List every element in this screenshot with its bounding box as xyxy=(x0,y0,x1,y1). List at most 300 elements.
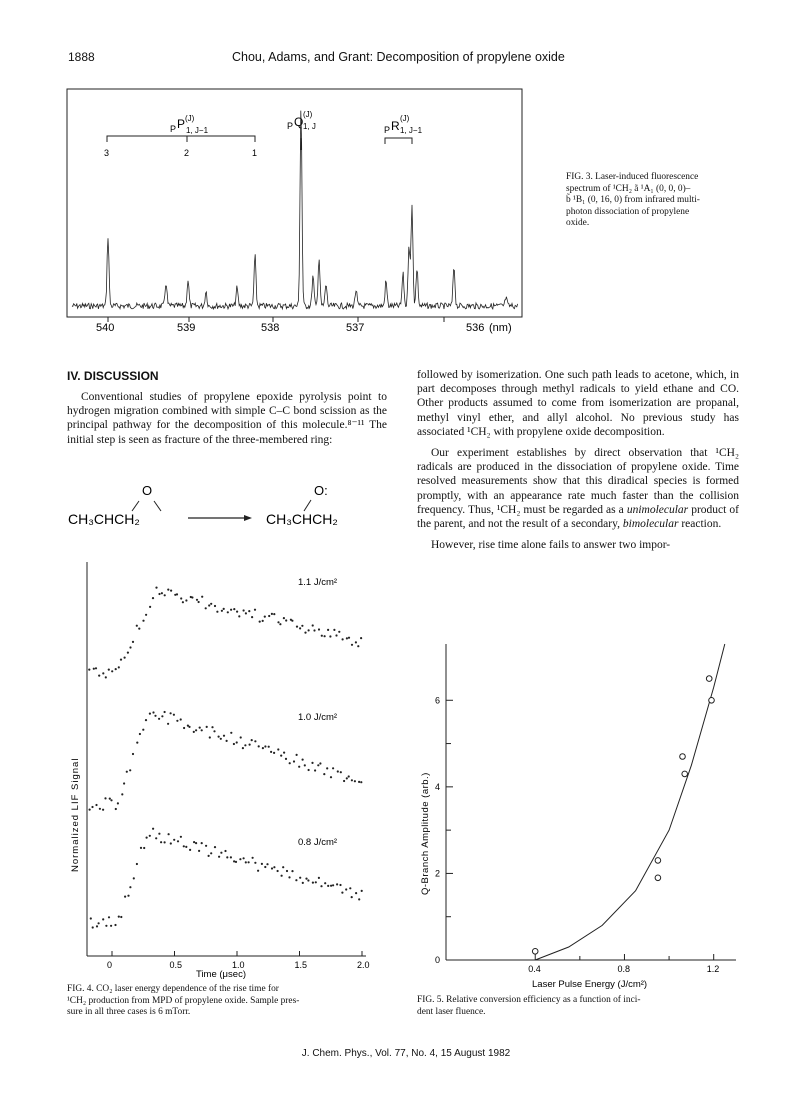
fig4-data-point xyxy=(242,747,244,749)
r-branch-letter: R xyxy=(391,119,400,133)
fig4-data-point xyxy=(132,641,134,643)
fig3-caption-line: b̃ ¹B₁ (0, 16, 0) from infrared multi- xyxy=(566,195,700,206)
fig4-data-point xyxy=(221,610,223,612)
x-label-537: 537 xyxy=(346,322,365,334)
fig4-data-point xyxy=(110,925,112,927)
x-axis-unit: (nm) xyxy=(489,322,512,334)
fig4-data-point xyxy=(357,645,359,647)
q-branch-super: (J) xyxy=(303,110,313,119)
fig4-data-point xyxy=(343,780,345,782)
fig4-data-point xyxy=(257,870,259,872)
fig4-data-points xyxy=(88,587,363,929)
fig4-data-point xyxy=(201,729,203,731)
fig4-data-point xyxy=(323,773,325,775)
fig4-data-point xyxy=(264,745,266,747)
fig4-data-point xyxy=(330,885,332,887)
fig4-data-point xyxy=(199,727,201,729)
fig4-data-point xyxy=(321,635,323,637)
fig5-x-label: Laser Pulse Energy (J/cm²) xyxy=(532,979,648,990)
fig4-data-point xyxy=(285,619,287,621)
fig4-data-point xyxy=(108,916,110,918)
r-branch-super: (J) xyxy=(400,114,410,123)
reactant-formula: CH₃CHCH₂ xyxy=(68,511,140,527)
fig4-data-point xyxy=(133,877,135,879)
fig4-data-point xyxy=(115,668,117,670)
fig4-data-point xyxy=(193,841,195,843)
fig4-data-point xyxy=(335,634,337,636)
fig4-x-ticks xyxy=(107,951,370,970)
fig4-data-point xyxy=(182,601,184,603)
fig3-caption xyxy=(566,172,756,230)
fig5-data-point xyxy=(680,754,686,760)
product-formula: CH₃CHCH₂ xyxy=(266,511,338,527)
fig4-data-point xyxy=(161,592,163,594)
p-branch-sub: 1, J−1 xyxy=(186,126,209,135)
fig4-data-point xyxy=(104,797,106,799)
fig4-data-point xyxy=(206,726,208,728)
fig4-data-point xyxy=(262,620,264,622)
fig4-data-point xyxy=(230,732,232,734)
discussion-paragraph: Conventional studies of propylene epoxide pyrolysis point to hydrogen migration combined with simple C–C bond scission as the principal pathway for the decomposition of this molecule.⁸⁻¹¹ The initial step is seen as fracture of the three-membered ring: xyxy=(67,391,387,446)
fig4-data-point xyxy=(180,836,182,838)
fig3-caption-line: FIG. 3. Laser-induced fluorescence xyxy=(566,172,699,182)
fig4-data-point xyxy=(273,613,275,615)
fig4-data-point xyxy=(188,726,190,728)
r-branch-pre: P xyxy=(384,125,391,135)
fig3-svg xyxy=(66,88,536,334)
fig4-data-point xyxy=(233,860,235,862)
running-title: Chou, Adams, and Grant: Decomposition of propylene oxide xyxy=(232,50,565,64)
fig4-data-point xyxy=(226,856,228,858)
fig4-data-point xyxy=(332,884,334,886)
fig4-data-point xyxy=(258,745,260,747)
fig4-data-point xyxy=(336,883,338,885)
fig4-data-point xyxy=(304,764,306,766)
fig4-data-point xyxy=(296,754,298,756)
fig4-data-point xyxy=(248,861,250,863)
para2-emphasis-unimolecular: unimolecular xyxy=(626,503,689,516)
p-branch-super: (J) xyxy=(185,114,195,123)
fig4-data-point xyxy=(240,736,242,738)
fig4-data-point xyxy=(120,916,122,918)
fig4-data-point xyxy=(160,841,162,843)
r-branch-bracket xyxy=(385,138,412,144)
fig4-data-point xyxy=(218,856,220,858)
fig4-data-point xyxy=(320,885,322,887)
fig4-chart xyxy=(66,560,376,980)
fig4-data-point xyxy=(315,881,317,883)
fig4-data-point xyxy=(129,886,131,888)
fig4-data-point xyxy=(102,918,104,920)
fig4-data-point xyxy=(154,715,156,717)
fig4-data-point xyxy=(191,596,193,598)
fig4-data-point xyxy=(262,747,264,749)
fig4-data-point xyxy=(170,842,172,844)
reaction-svg xyxy=(66,478,396,528)
fig4-data-point xyxy=(129,769,131,771)
fig4-data-point xyxy=(176,720,178,722)
fig4-data-point xyxy=(111,670,113,672)
fig4-data-point xyxy=(348,637,350,639)
fig5-ticks xyxy=(435,695,719,974)
fig4-data-point xyxy=(243,609,245,611)
fig4-data-point xyxy=(183,727,185,729)
fig4-data-point xyxy=(351,779,353,781)
fig4-data-point xyxy=(252,857,254,859)
fig4-data-point xyxy=(216,611,218,613)
fig4-data-point xyxy=(155,587,157,589)
fig4-data-point xyxy=(295,879,297,881)
fig4-data-point xyxy=(281,875,283,877)
fig4-data-point xyxy=(326,767,328,769)
fig4-data-point xyxy=(273,866,275,868)
fig4-data-point xyxy=(291,870,293,872)
fig4-data-point xyxy=(351,896,353,898)
fig4-data-point xyxy=(145,614,147,616)
fig4-data-point xyxy=(117,802,119,804)
fig4-data-point xyxy=(210,852,212,854)
fig4-data-point xyxy=(259,621,261,623)
fig4-caption-line: ¹CH₂ production from MPD of propylene oxide. Sample pres- xyxy=(67,995,300,1006)
fig4-data-point xyxy=(299,877,301,879)
fig4-data-point xyxy=(180,597,182,599)
fig4-data-point xyxy=(210,603,212,605)
fig4-data-point xyxy=(271,867,273,869)
right-paragraph-2 xyxy=(417,446,739,531)
fig4-data-point xyxy=(338,631,340,633)
q-branch-pre: P xyxy=(287,121,294,131)
fig4-data-point xyxy=(314,769,316,771)
fig4-data-point xyxy=(170,590,172,592)
fig4-data-point xyxy=(317,764,319,766)
fig4-data-point xyxy=(308,769,310,771)
fig4-data-point xyxy=(308,629,310,631)
fig4-data-point xyxy=(209,736,211,738)
fig4-data-point xyxy=(198,850,200,852)
fig4-data-point xyxy=(354,780,356,782)
fig4-data-point xyxy=(123,782,125,784)
fig4-data-point xyxy=(346,777,348,779)
para2-emphasis-bimolecular: bimolecular xyxy=(622,518,679,531)
fig4-data-point xyxy=(139,733,141,735)
fig4-caption xyxy=(67,984,397,1019)
fig4-data-point xyxy=(277,621,279,623)
x-label-538: 538 xyxy=(261,322,280,334)
p-branch-pre: P xyxy=(170,124,177,134)
fig4-data-point xyxy=(289,762,291,764)
section-heading: IV. DISCUSSION xyxy=(67,369,159,383)
fig4-data-point xyxy=(312,624,314,626)
fig4-data-point xyxy=(208,855,210,857)
fig4-data-point xyxy=(152,828,154,830)
fig5-chart xyxy=(416,640,746,990)
fig4-data-point xyxy=(180,718,182,720)
fig4-series-label-1.1: 1.1 J/cm² xyxy=(298,577,338,588)
fig5-data-point xyxy=(655,875,661,881)
fig4-data-point xyxy=(196,599,198,601)
fig3-caption-line: photon dissociation of propylene xyxy=(566,206,690,217)
fig4-data-point xyxy=(332,767,334,769)
fig4-data-point xyxy=(99,808,101,810)
x-label-540: 540 xyxy=(96,322,115,334)
fig4-data-point xyxy=(233,743,235,745)
fig4-data-point xyxy=(176,593,178,595)
fig4-x-tick-label: 0.5 xyxy=(169,960,183,970)
fig4-data-point xyxy=(218,736,220,738)
p-branch-bracket xyxy=(107,136,255,142)
fig4-data-point xyxy=(341,892,343,894)
fig4-series-label-1.0: 1.0 J/cm² xyxy=(298,712,338,723)
fig4-data-point xyxy=(277,748,279,750)
fig4-data-point xyxy=(251,616,253,618)
fig4-data-point xyxy=(235,861,237,863)
fig3-caption-line: oxide. xyxy=(566,218,590,229)
fig4-data-point xyxy=(285,758,287,760)
fig4-data-point xyxy=(307,879,309,881)
fig4-data-point xyxy=(223,735,225,737)
product-bond xyxy=(304,500,311,511)
fig4-data-point xyxy=(102,809,104,811)
fig4-data-point xyxy=(224,850,226,852)
fig4-data-point xyxy=(95,804,97,806)
fig3-caption-line: spectrum of ¹CH₂ ã ¹A₁ (0, 0, 0)– xyxy=(566,183,691,194)
fig5-x-tick-label: 1.2 xyxy=(706,964,720,974)
fig5-data-point xyxy=(706,676,712,682)
fig4-data-point xyxy=(348,775,350,777)
right-column-text xyxy=(417,368,739,552)
fig4-data-point xyxy=(115,808,117,810)
fig4-data-point xyxy=(283,752,285,754)
fig4-data-point xyxy=(127,895,129,897)
fig4-data-point xyxy=(102,672,104,674)
fig4-data-point xyxy=(152,711,154,713)
fig4-data-point xyxy=(286,870,288,872)
fig4-data-point xyxy=(138,628,140,630)
fig4-data-point xyxy=(109,798,111,800)
fig4-data-point xyxy=(273,752,275,754)
fig4-data-point xyxy=(360,637,362,639)
fig4-data-point xyxy=(227,611,229,613)
fig4-data-point xyxy=(271,613,273,615)
fig4-data-point xyxy=(313,629,315,631)
fig4-data-point xyxy=(185,599,187,601)
fig4-data-point xyxy=(243,857,245,859)
fig4-data-point xyxy=(298,766,300,768)
fig4-data-point xyxy=(304,632,306,634)
fig4-data-point xyxy=(185,846,187,848)
fig4-data-point xyxy=(177,840,179,842)
fig4-data-point xyxy=(233,608,235,610)
fig4-data-point xyxy=(96,925,98,927)
fig5-data-point xyxy=(682,771,688,777)
fig5-caption xyxy=(417,995,747,1018)
fig4-data-point xyxy=(346,637,348,639)
fig4-data-point xyxy=(105,676,107,678)
fig5-data-point xyxy=(655,858,661,864)
fig4-data-point xyxy=(268,746,270,748)
fig4-data-point xyxy=(132,753,134,755)
fig4-data-point xyxy=(164,841,166,843)
fig4-data-point xyxy=(95,667,97,669)
fig4-data-point xyxy=(158,833,160,835)
fig4-x-tick-label: 1.5 xyxy=(294,960,308,970)
fig4-data-point xyxy=(327,885,329,887)
fig5-fit-curve xyxy=(535,644,725,960)
fig4-data-point xyxy=(230,609,232,611)
fig4-data-point xyxy=(293,760,295,762)
fig5-x-tick-label: 0.4 xyxy=(528,964,541,974)
fig4-data-point xyxy=(98,675,100,677)
fig5-y-tick-label: 4 xyxy=(435,781,441,792)
fig4-data-point xyxy=(208,604,210,606)
fig4-data-point xyxy=(158,718,160,720)
fig4-data-point xyxy=(349,887,351,889)
fig4-data-point xyxy=(211,726,213,728)
fig4-data-point xyxy=(149,606,151,608)
fig4-data-point xyxy=(311,762,313,764)
fig4-data-point xyxy=(337,770,339,772)
page-number: 1888 xyxy=(68,50,95,64)
left-column-text xyxy=(67,390,387,447)
fig4-data-point xyxy=(329,635,331,637)
fig4-data-point xyxy=(339,884,341,886)
fig4-data-point xyxy=(173,714,175,716)
fig4-data-point xyxy=(105,925,107,927)
fig4-data-point xyxy=(345,888,347,890)
fig5-y-tick-label: 6 xyxy=(435,695,441,706)
fig4-data-point xyxy=(249,744,251,746)
fig4-data-point xyxy=(244,744,246,746)
fig4-data-point xyxy=(270,751,272,753)
fig5-data-point xyxy=(709,698,715,704)
fig4-data-point xyxy=(195,729,197,731)
reactant-oxygen: O xyxy=(142,483,153,498)
fig4-caption-line: FIG. 4. CO₂ laser energy dependence of the rise time for xyxy=(67,984,279,994)
fig4-data-point xyxy=(195,842,197,844)
fig4-x-tick-label: 2.0 xyxy=(357,960,370,970)
fig4-data-point xyxy=(312,882,314,884)
fig4-data-point xyxy=(161,715,163,717)
fig4-data-point xyxy=(318,628,320,630)
fig4-data-point xyxy=(261,863,263,865)
fig4-data-point xyxy=(136,742,138,744)
fig4-data-point xyxy=(358,781,360,783)
fig4-data-point xyxy=(164,711,166,713)
fig4-data-point xyxy=(164,594,166,596)
product-radical-oxygen: O: xyxy=(314,483,328,498)
fig4-data-point xyxy=(121,793,123,795)
fig4-data-point xyxy=(288,876,290,878)
fig4-data-point xyxy=(299,627,301,629)
para2-text-b: product of the parent, and not the result of a secondary, xyxy=(417,503,739,531)
j-label-2: 2 xyxy=(184,148,190,158)
fig4-data-point xyxy=(201,842,203,844)
reaction-arrowhead xyxy=(244,515,252,521)
fig4-data-point xyxy=(89,809,91,811)
fig4-data-point xyxy=(302,759,304,761)
fig4-data-point xyxy=(342,638,344,640)
fig4-data-point xyxy=(155,837,157,839)
fig4-data-point xyxy=(167,589,169,591)
p-branch-letter: P xyxy=(177,117,186,131)
fig4-data-point xyxy=(118,666,120,668)
fig4-data-point xyxy=(120,659,122,661)
fig4-data-point xyxy=(277,870,279,872)
fig4-svg xyxy=(66,560,376,980)
fig4-data-point xyxy=(126,771,128,773)
fig4-data-point xyxy=(360,781,362,783)
fig4-data-point xyxy=(146,837,148,839)
fig4-data-point xyxy=(302,882,304,884)
fig4-data-point xyxy=(201,596,203,598)
fig4-data-point xyxy=(324,882,326,884)
fig4-data-point xyxy=(282,866,284,868)
fig4-data-point xyxy=(213,730,215,732)
fig4-caption-line: sure in all three cases is 6 mTorr. xyxy=(67,1007,191,1018)
fig4-data-point xyxy=(136,625,138,627)
fig5-y-tick-label: 2 xyxy=(435,868,441,879)
fig4-data-point xyxy=(223,608,225,610)
fig5-x-tick-label: 0.8 xyxy=(617,964,630,974)
fig4-data-point xyxy=(142,620,144,622)
reactant-bond-left xyxy=(132,501,139,511)
fig4-data-point xyxy=(220,738,222,740)
fig4-series-label-0.8: 0.8 J/cm² xyxy=(298,837,338,848)
spectrum-trace xyxy=(72,111,518,309)
right-paragraph-3: However, rise time alone fails to answer two impor- xyxy=(431,539,671,552)
fig4-data-point xyxy=(183,845,185,847)
fig4-data-point xyxy=(136,863,138,865)
j-label-1: 1 xyxy=(252,148,258,158)
fig4-data-point xyxy=(152,597,154,599)
para2-text-c: reaction. xyxy=(678,518,722,531)
fig4-data-point xyxy=(333,629,335,631)
right-paragraph-1: followed by isomerization. One such path leads to acetone, which, in part decomposes through methyl radicals to yield ethane and CO. Other products assumed to come from isomerization are propanal, methyl vinyl ether, and allyl alcohol. No previous study has associated ¹CH₂ with propylene oxide decomposition. xyxy=(417,369,739,438)
fig4-data-point xyxy=(124,657,126,659)
fig4-data-point xyxy=(279,623,281,625)
fig4-data-point xyxy=(170,712,172,714)
reactant-bond-right xyxy=(154,501,161,511)
fig5-caption-line: dent laser fluence. xyxy=(417,1006,486,1017)
fig4-data-point xyxy=(129,646,131,648)
fig4-data-point xyxy=(238,615,240,617)
fig4-data-point xyxy=(198,601,200,603)
r-branch-sub: 1, J−1 xyxy=(400,126,423,135)
fig4-data-point xyxy=(254,740,256,742)
fig5-caption-line: FIG. 5. Relative conversion efficiency as a function of inci- xyxy=(417,995,641,1005)
fig4-data-point xyxy=(91,806,93,808)
fig4-data-point xyxy=(251,739,253,741)
fig5-svg xyxy=(416,640,746,990)
fig4-data-point xyxy=(301,625,303,627)
fig4-data-point xyxy=(236,741,238,743)
fig4-data-point xyxy=(254,609,256,611)
fig4-data-point xyxy=(318,877,320,879)
fig4-data-point xyxy=(193,731,195,733)
fig4-data-point xyxy=(264,616,266,618)
fig4-data-point xyxy=(90,917,92,919)
fig4-data-point xyxy=(205,607,207,609)
fig4-data-point xyxy=(98,922,100,924)
fig4-data-point xyxy=(220,852,222,854)
para2-text-a: Our experiment establishes by direct observation that ¹CH₂ radicals are produced in the dissociation of propylene oxide. Time resolved measurements show that this diradical species is formed promptly, with an appearance rate much faster than the collision frequency. Thus, ¹CH₂ must be regarded as a xyxy=(417,447,739,516)
fig5-data-points xyxy=(532,676,714,954)
fig4-data-point xyxy=(330,776,332,778)
fig4-data-point xyxy=(143,847,145,849)
fig4-data-point xyxy=(92,926,94,928)
fig4-data-point xyxy=(142,729,144,731)
fig4-data-point xyxy=(351,644,353,646)
